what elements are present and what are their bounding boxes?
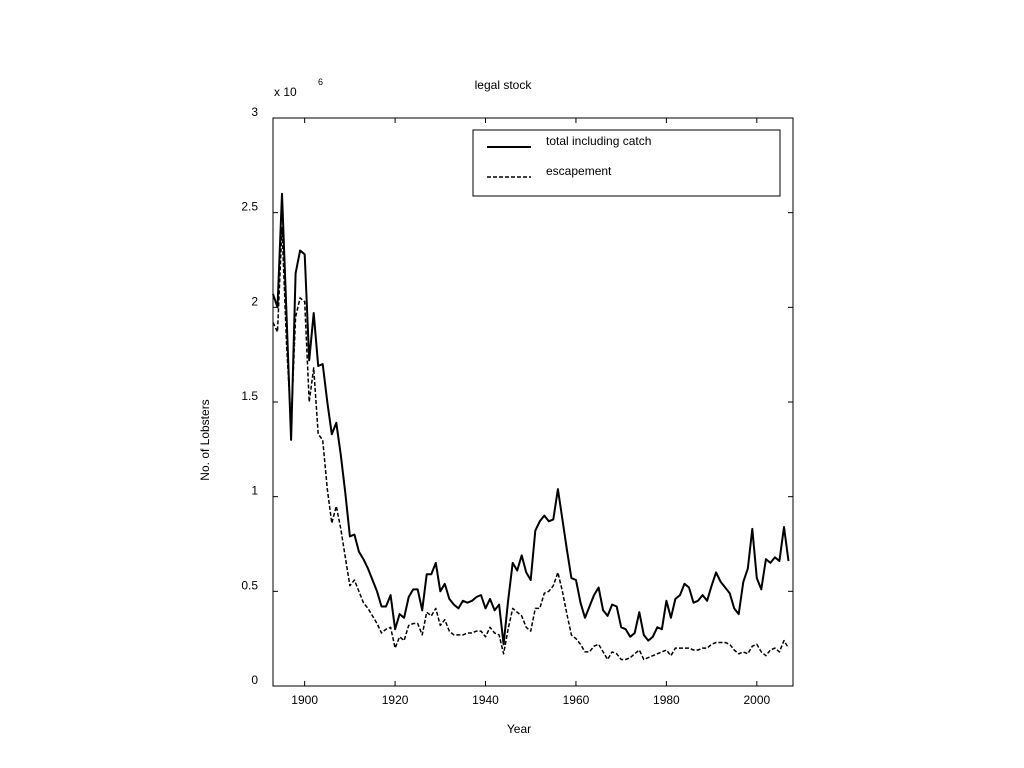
y-tick-label: 1.5 — [241, 389, 258, 403]
y-tick-label: 0 — [251, 673, 258, 687]
series-layer — [273, 194, 789, 660]
legend-label-escapement: escapement — [546, 164, 612, 178]
x-tick-label: 1900 — [291, 693, 319, 707]
y-tick-label: 1 — [251, 483, 258, 498]
y-tick-label: 0.5 — [241, 578, 258, 593]
x-axis-label: Year — [506, 722, 532, 736]
y-tick-label: 3 — [251, 105, 258, 119]
series-line-escapement — [273, 228, 789, 660]
legend-label-total: total including catch — [546, 134, 652, 148]
x-tick-label: 2000 — [743, 693, 771, 707]
x-tick-label: 1920 — [381, 693, 409, 707]
chart-title: legal stock — [474, 78, 532, 92]
x-tick-label: 1940 — [472, 693, 499, 707]
y-multiplier-base: x 10 — [274, 85, 297, 99]
y-multiplier-exponent: 6 — [318, 77, 324, 87]
y-tick-label: 2 — [251, 294, 258, 309]
plot-area — [273, 118, 793, 686]
series-line-total — [273, 194, 789, 645]
legend — [473, 130, 780, 196]
x-axis — [291, 118, 770, 707]
x-tick-label: 1980 — [653, 693, 680, 707]
y-tick-label: 2.5 — [241, 199, 258, 214]
y-axis-label: No. of Lobsters — [198, 399, 212, 481]
x-tick-label: 1960 — [562, 693, 590, 707]
